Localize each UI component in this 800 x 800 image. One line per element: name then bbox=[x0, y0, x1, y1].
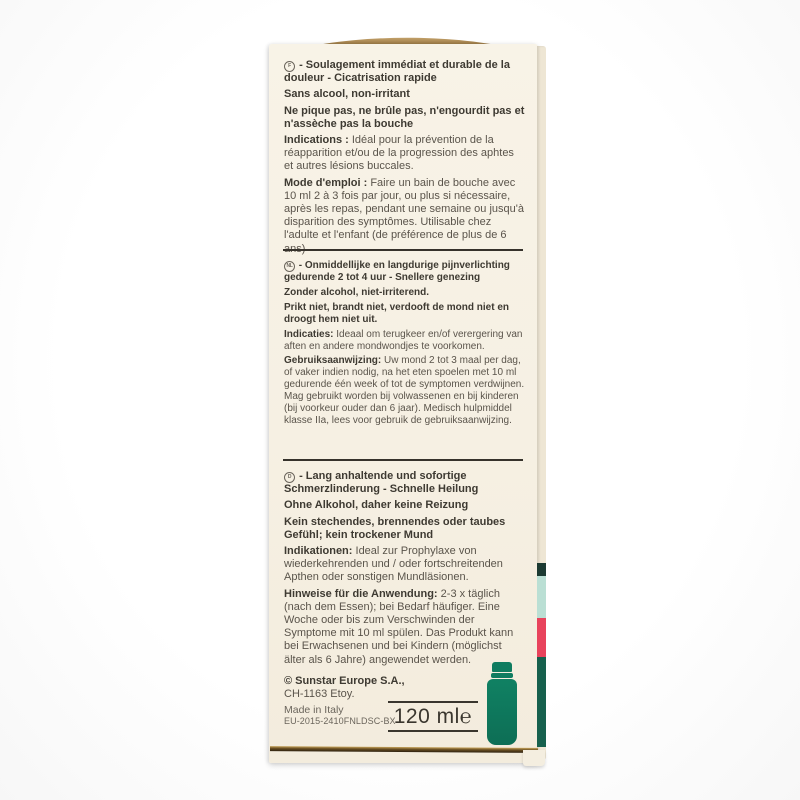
dutch-heading bbox=[284, 260, 525, 284]
bottle-body bbox=[487, 679, 517, 745]
net-volume bbox=[388, 701, 478, 732]
dutch-indications bbox=[284, 329, 525, 353]
german-usage-label: Hinweise für die Anwendung: bbox=[284, 587, 438, 600]
french-heading-text: - Soulagement immédiat et durable de la douleur - Cicatrisation rapide bbox=[284, 59, 510, 85]
manufacturer-address: CH-1163 Etoy. bbox=[284, 688, 355, 700]
made-in-label: Made in Italy bbox=[284, 704, 344, 716]
lang-badge-fr-icon: F bbox=[284, 61, 295, 72]
german-claim-1: Ohne Alkohol, daher keine Reizung bbox=[284, 499, 469, 512]
origin-block bbox=[284, 704, 396, 727]
section-divider-2 bbox=[283, 459, 523, 461]
section-divider-1 bbox=[283, 249, 523, 251]
dutch-claim-1: Zonder alcohol, niet-irriterend. bbox=[284, 286, 430, 298]
dutch-usage-text: Uw mond 2 tot 3 maal per dag, of vaker indien nodig, na het eten spoelen met 10 ml gedurende één week of tot de symptomen verdwijnen. Mag gebruikt worden bij volwassenen en bij kinderen (bij voorkeur ouder dan 6 jaar). Medisch hulpmiddel klasse IIa, lees voor gebruik de gebruiksaanwijzing. bbox=[284, 355, 525, 426]
bottle-cap bbox=[492, 662, 512, 672]
box-side-panel bbox=[537, 46, 546, 760]
french-usage-label: Mode d'emploi : bbox=[284, 176, 368, 189]
side-stripe-green bbox=[537, 657, 546, 747]
manufacturer-name: © Sunstar Europe S.A., bbox=[284, 675, 405, 687]
dutch-indications-text: Ideaal om terugkeer en/of verergering van aften en andere mondwondjes te voorkomen. bbox=[284, 328, 523, 352]
bottle-icon bbox=[487, 662, 517, 746]
section-dutch bbox=[284, 260, 525, 430]
dutch-claim-2: Prikt niet, brandt niet, verdooft de mond niet en droogt hem niet uit. bbox=[284, 301, 510, 325]
german-indications-text: Ideal zur Prophylaxe von wiederkehrenden und / oder fortschreitenden Apthen oder sonstigen Mundläsionen. bbox=[284, 545, 503, 584]
side-stripe-dark bbox=[537, 563, 546, 576]
lang-badge-nl-icon: NL bbox=[284, 261, 295, 272]
section-german bbox=[284, 470, 525, 670]
dutch-usage bbox=[284, 355, 525, 426]
german-usage-text: 2-3 x täglich (nach dem Essen); bei Bedarf häufiger. Eine Woche oder bis zum Verschwinden der Symptome mit 10 ml spülen. Das Produkt kann bei Erwachsenen und bei Kindern (möglichst älter als 6 Jahre) angewendet werden. bbox=[284, 587, 514, 666]
german-indications-label: Indikationen: bbox=[284, 545, 353, 558]
lang-badge-de-icon: D bbox=[284, 472, 295, 483]
french-heading bbox=[284, 59, 525, 85]
section-french bbox=[284, 59, 525, 259]
french-usage bbox=[284, 177, 525, 256]
volume-value: 120 ml bbox=[393, 705, 460, 728]
german-heading-text: - Lang anhaltende und sofortige Schmerzlinderung - Schnelle Heilung bbox=[284, 470, 479, 496]
german-usage bbox=[284, 588, 525, 667]
side-stripe-red bbox=[537, 618, 546, 657]
side-stripe-mint bbox=[537, 576, 546, 618]
batch-code: EU-2015-2410FNLDSC-BX bbox=[284, 716, 396, 726]
french-claim-1: Sans alcool, non-irritant bbox=[284, 88, 410, 101]
dutch-heading-text: - Onmiddellijke en langdurige pijnverlichting gedurende 2 tot 4 uur - Snellere genezing bbox=[284, 260, 510, 283]
german-indications bbox=[284, 545, 525, 585]
french-usage-text: Faire un bain de bouche avec 10 ml 2 à 3 fois par jour, ou plus si nécessaire, après les repas, pendant une semaine ou jusqu'à disparition des symptômes. Utilisable chez l'adulte et l'enfant (de préférence de plus de 6 ans) bbox=[284, 176, 524, 255]
german-claim-2: Kein stechendes, brennendes oder taubes Gefühl; kein trockener Mund bbox=[284, 515, 506, 541]
estimated-sign-icon: ℮ bbox=[459, 706, 473, 728]
french-indications-label: Indications : bbox=[284, 134, 349, 147]
dutch-indications-label: Indicaties: bbox=[284, 328, 334, 340]
bottle-neck-ring bbox=[491, 673, 513, 678]
dutch-usage-label: Gebruiksaanwijzing: bbox=[284, 355, 382, 367]
french-indications bbox=[284, 134, 525, 174]
box-bottom-tab bbox=[523, 750, 545, 766]
french-claim-2: Ne pique pas, ne brûle pas, n'engourdit pas et n'assèche pas la bouche bbox=[284, 104, 525, 130]
manufacturer-block bbox=[284, 675, 405, 701]
german-heading bbox=[284, 470, 525, 496]
french-indications-text: Idéal pour la prévention de la réapparition et/ou de la progression des aphtes et autres lésions buccales. bbox=[284, 134, 514, 173]
